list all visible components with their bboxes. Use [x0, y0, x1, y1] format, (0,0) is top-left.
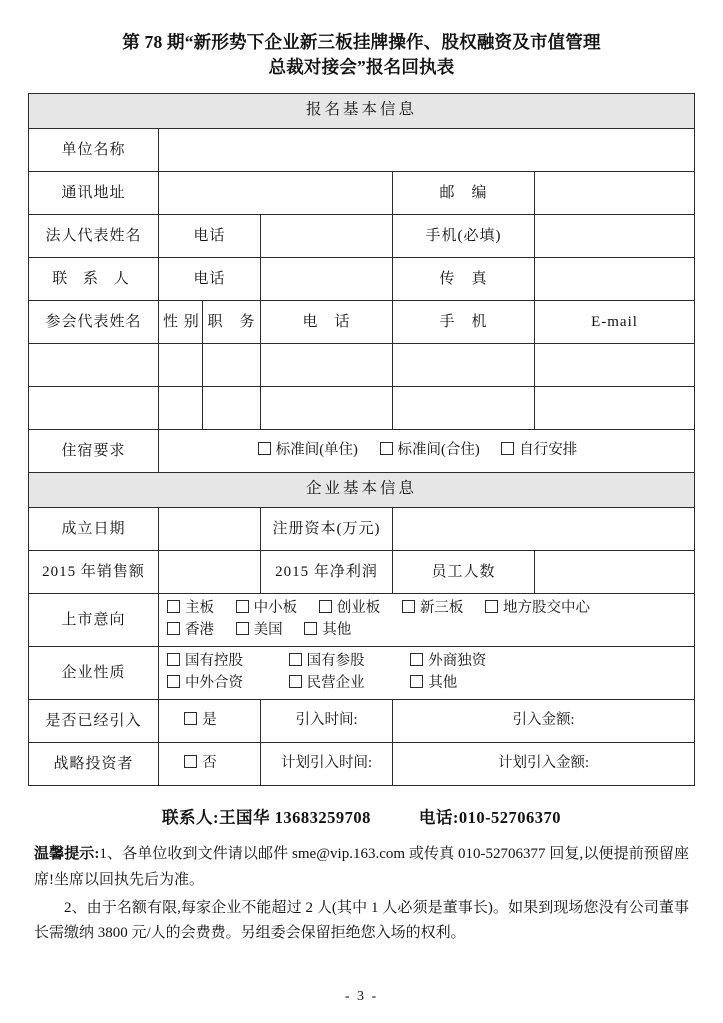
checkbox-box-icon: [289, 653, 302, 666]
checkbox-listing-chinext[interactable]: [319, 599, 381, 619]
checkbox-listing-other[interactable]: [304, 621, 351, 641]
checkbox-label: 国有参股: [306, 652, 365, 669]
title-line-2: 总裁对接会”报名回执表: [268, 57, 455, 78]
checkbox-introduced-no[interactable]: [184, 754, 217, 774]
table-row: [29, 171, 695, 214]
checkbox-box-icon: [184, 755, 197, 768]
field-delegate2-position[interactable]: [203, 386, 261, 429]
section-header-basic-info: 报名基本信息: [29, 93, 695, 128]
checkbox-nature-state-holding[interactable]: [167, 652, 243, 672]
note-line-1: [34, 842, 689, 894]
checkbox-listing-usa[interactable]: [236, 621, 283, 641]
checkbox-label: 其他: [322, 622, 352, 639]
checkbox-nature-state-share[interactable]: [289, 652, 365, 672]
label-delegate-tel: 电 话: [261, 300, 393, 343]
table-row: [29, 128, 695, 171]
label-legal-person-phone: 电话: [159, 214, 261, 257]
checkbox-label: 标准间(合住): [397, 441, 480, 458]
contact-phone-value: 010-52706370: [458, 808, 562, 827]
checkbox-accommodation-shared[interactable]: [380, 441, 480, 461]
checkbox-box-icon: [258, 442, 271, 455]
table-row: [29, 429, 695, 472]
note-line-2: [34, 896, 689, 948]
checkbox-label: 美国: [253, 622, 283, 639]
checkbox-nature-foreign-owned[interactable]: [410, 652, 486, 672]
table-row: [29, 593, 695, 646]
title-line-1: 第 78 期“新形势下企业新三板挂牌操作、股权融资及市值管理: [122, 32, 601, 52]
label-delegate-name: 参会代表姓名: [29, 300, 159, 343]
label-position: 职 务: [203, 300, 261, 343]
label-unit-name: 单位名称: [29, 128, 159, 171]
checkbox-nature-joint-venture[interactable]: [167, 674, 243, 694]
label-sales-2015: 2015 年销售额: [29, 550, 159, 593]
checkbox-box-icon: [184, 712, 197, 725]
field-fax[interactable]: [535, 257, 695, 300]
table-row: [29, 214, 695, 257]
checkbox-listing-local-exchange[interactable]: [485, 599, 590, 619]
field-delegate1-gender[interactable]: [159, 343, 203, 386]
notes-block: [34, 842, 689, 947]
checkbox-label: 中外合资: [185, 675, 243, 692]
checkbox-label: 否: [202, 755, 217, 772]
label-employees: 员工人数: [393, 550, 535, 593]
section-header-company-info: 企业基本信息: [29, 472, 695, 507]
checkbox-box-icon: [304, 622, 317, 635]
checkbox-box-icon: [380, 442, 393, 455]
label-introduced-investor-line2: 战略投资者: [29, 743, 159, 786]
field-company-nature-options: [159, 646, 695, 699]
checkbox-label: 中小板: [253, 599, 298, 616]
checkbox-label: 民营企业: [306, 675, 365, 692]
field-registered-capital[interactable]: [393, 507, 695, 550]
field-delegate1-position[interactable]: [203, 343, 261, 386]
checkbox-box-icon: [167, 622, 180, 635]
table-row: [29, 646, 695, 699]
field-listing-intent-options: [159, 593, 695, 646]
label-accommodation: 住宿要求: [29, 429, 159, 472]
checkbox-box-icon: [236, 600, 249, 613]
company-nature-row-2: [163, 674, 690, 694]
field-delegate2-mobile[interactable]: [393, 386, 535, 429]
table-row: [29, 343, 695, 386]
label-contact-phone: 电话: [159, 257, 261, 300]
checkbox-box-icon: [410, 675, 423, 688]
checkbox-box-icon: [167, 653, 180, 666]
checkbox-label: 其他: [428, 675, 458, 692]
label-postcode: 邮 编: [393, 171, 535, 214]
field-plan-intro-amount[interactable]: 计划引入金额:: [393, 743, 695, 786]
checkbox-label: 外商独资: [428, 652, 487, 669]
checkbox-listing-sme-board[interactable]: [236, 599, 298, 619]
checkbox-listing-hongkong[interactable]: [167, 621, 214, 641]
field-postcode[interactable]: [535, 171, 695, 214]
contact-person-label: 联系人:: [161, 808, 219, 827]
checkbox-nature-private[interactable]: [289, 674, 365, 694]
table-row: [29, 507, 695, 550]
checkbox-label: 地方股交中心: [503, 599, 590, 616]
field-delegate2-gender[interactable]: [159, 386, 203, 429]
label-introduced-investor-line1: 是否已经引入: [29, 700, 159, 743]
field-contact-phone[interactable]: [261, 257, 393, 300]
checkbox-label: 香港: [185, 622, 214, 639]
company-nature-row-1: [163, 652, 690, 672]
checkbox-accommodation-self[interactable]: [501, 441, 577, 461]
contact-person-value: 王国华 13683259708: [218, 808, 371, 827]
contact-line: [28, 804, 695, 828]
field-sales-2015[interactable]: [159, 550, 261, 593]
label-address: 通讯地址: [29, 171, 159, 214]
checkbox-label: 主板: [185, 599, 214, 616]
table-row: [29, 550, 695, 593]
registration-form-table: [28, 93, 695, 786]
field-address[interactable]: [159, 171, 393, 214]
label-legal-person-mobile: 手机(必填): [393, 214, 535, 257]
field-delegate1-email[interactable]: [535, 343, 695, 386]
checkbox-box-icon: [236, 622, 249, 635]
checkbox-label: 国有控股: [185, 652, 243, 669]
label-registered-capital: 注册资本(万元): [261, 507, 393, 550]
checkbox-box-icon: [485, 600, 498, 613]
page-number: - 3 -: [344, 989, 379, 1004]
table-row: [29, 743, 695, 786]
section-header-row: [29, 472, 695, 507]
field-delegate2-name[interactable]: [29, 386, 159, 429]
checkbox-nature-other[interactable]: [410, 674, 457, 694]
table-row: [29, 257, 695, 300]
checkbox-label: 创业板: [336, 599, 381, 616]
checkbox-label: 新三板: [419, 599, 464, 616]
label-profit-2015: 2015 年净利润: [261, 550, 393, 593]
checkbox-label: 自行安排: [519, 441, 578, 458]
field-intro-time[interactable]: 引入时间:: [261, 700, 393, 743]
field-intro-amount[interactable]: 引入金额:: [393, 700, 695, 743]
listing-intent-row-2: [163, 621, 690, 641]
label-company-nature: 企业性质: [29, 646, 159, 699]
checkbox-box-icon: [289, 675, 302, 688]
label-found-date: 成立日期: [29, 507, 159, 550]
contact-phone-label: 电话:: [418, 808, 459, 827]
field-delegate2-tel[interactable]: [261, 386, 393, 429]
field-delegate1-tel[interactable]: [261, 343, 393, 386]
checkbox-box-icon: [501, 442, 514, 455]
checkbox-introduced-yes[interactable]: [184, 711, 217, 731]
table-row: [29, 700, 695, 743]
field-legal-person-mobile[interactable]: [535, 214, 695, 257]
section-header-row: [29, 93, 695, 128]
field-found-date[interactable]: [159, 507, 261, 550]
field-accommodation-options: [159, 429, 695, 472]
field-introduced-no[interactable]: [159, 743, 261, 786]
field-unit-name[interactable]: [159, 128, 695, 171]
table-row: [29, 386, 695, 429]
checkbox-label: 是: [202, 712, 217, 729]
field-delegate2-email[interactable]: [535, 386, 695, 429]
label-email: E-mail: [535, 300, 695, 343]
label-fax: 传 真: [393, 257, 535, 300]
listing-intent-row-1: [163, 599, 690, 619]
label-listing-intent: 上市意向: [29, 593, 159, 646]
label-delegate-mobile: 手 机: [393, 300, 535, 343]
checkbox-box-icon: [167, 600, 180, 613]
note-1-text: 1、各单位收到文件请以邮件 sme@vip.163.com 或传真 010-52706377 回复,以便提前预留座席!坐席以回执先后为准。: [34, 846, 690, 888]
field-plan-intro-time[interactable]: 计划引入时间:: [261, 743, 393, 786]
label-contact-person: 联 系 人: [29, 257, 159, 300]
note-2-text: 2、由于名额有限,每家企业不能超过 2 人(其中 1 人必须是董事长)。如果到现场您没有公司董事长需缴纳 3800 元/人的会费费。另组委会保留拒绝您入场的权利。: [34, 899, 689, 942]
table-row: [29, 300, 695, 343]
field-delegate1-name[interactable]: [29, 343, 159, 386]
field-introduced-yes[interactable]: [159, 700, 261, 743]
field-employees[interactable]: [535, 550, 695, 593]
tip-label: 温馨提示:: [34, 846, 100, 862]
field-delegate1-mobile[interactable]: [393, 343, 535, 386]
checkbox-box-icon: [319, 600, 332, 613]
label-gender: 性 别: [159, 300, 203, 343]
page-title: [34, 30, 689, 81]
checkbox-box-icon: [410, 653, 423, 666]
checkbox-label: 标准间(单住): [275, 441, 358, 458]
field-legal-person-phone[interactable]: [261, 214, 393, 257]
checkbox-box-icon: [402, 600, 415, 613]
label-legal-person: 法人代表姓名: [29, 214, 159, 257]
checkbox-listing-neeq[interactable]: [402, 599, 464, 619]
checkbox-accommodation-single[interactable]: [258, 441, 358, 461]
checkbox-box-icon: [167, 675, 180, 688]
checkbox-listing-main-board[interactable]: [167, 599, 214, 619]
